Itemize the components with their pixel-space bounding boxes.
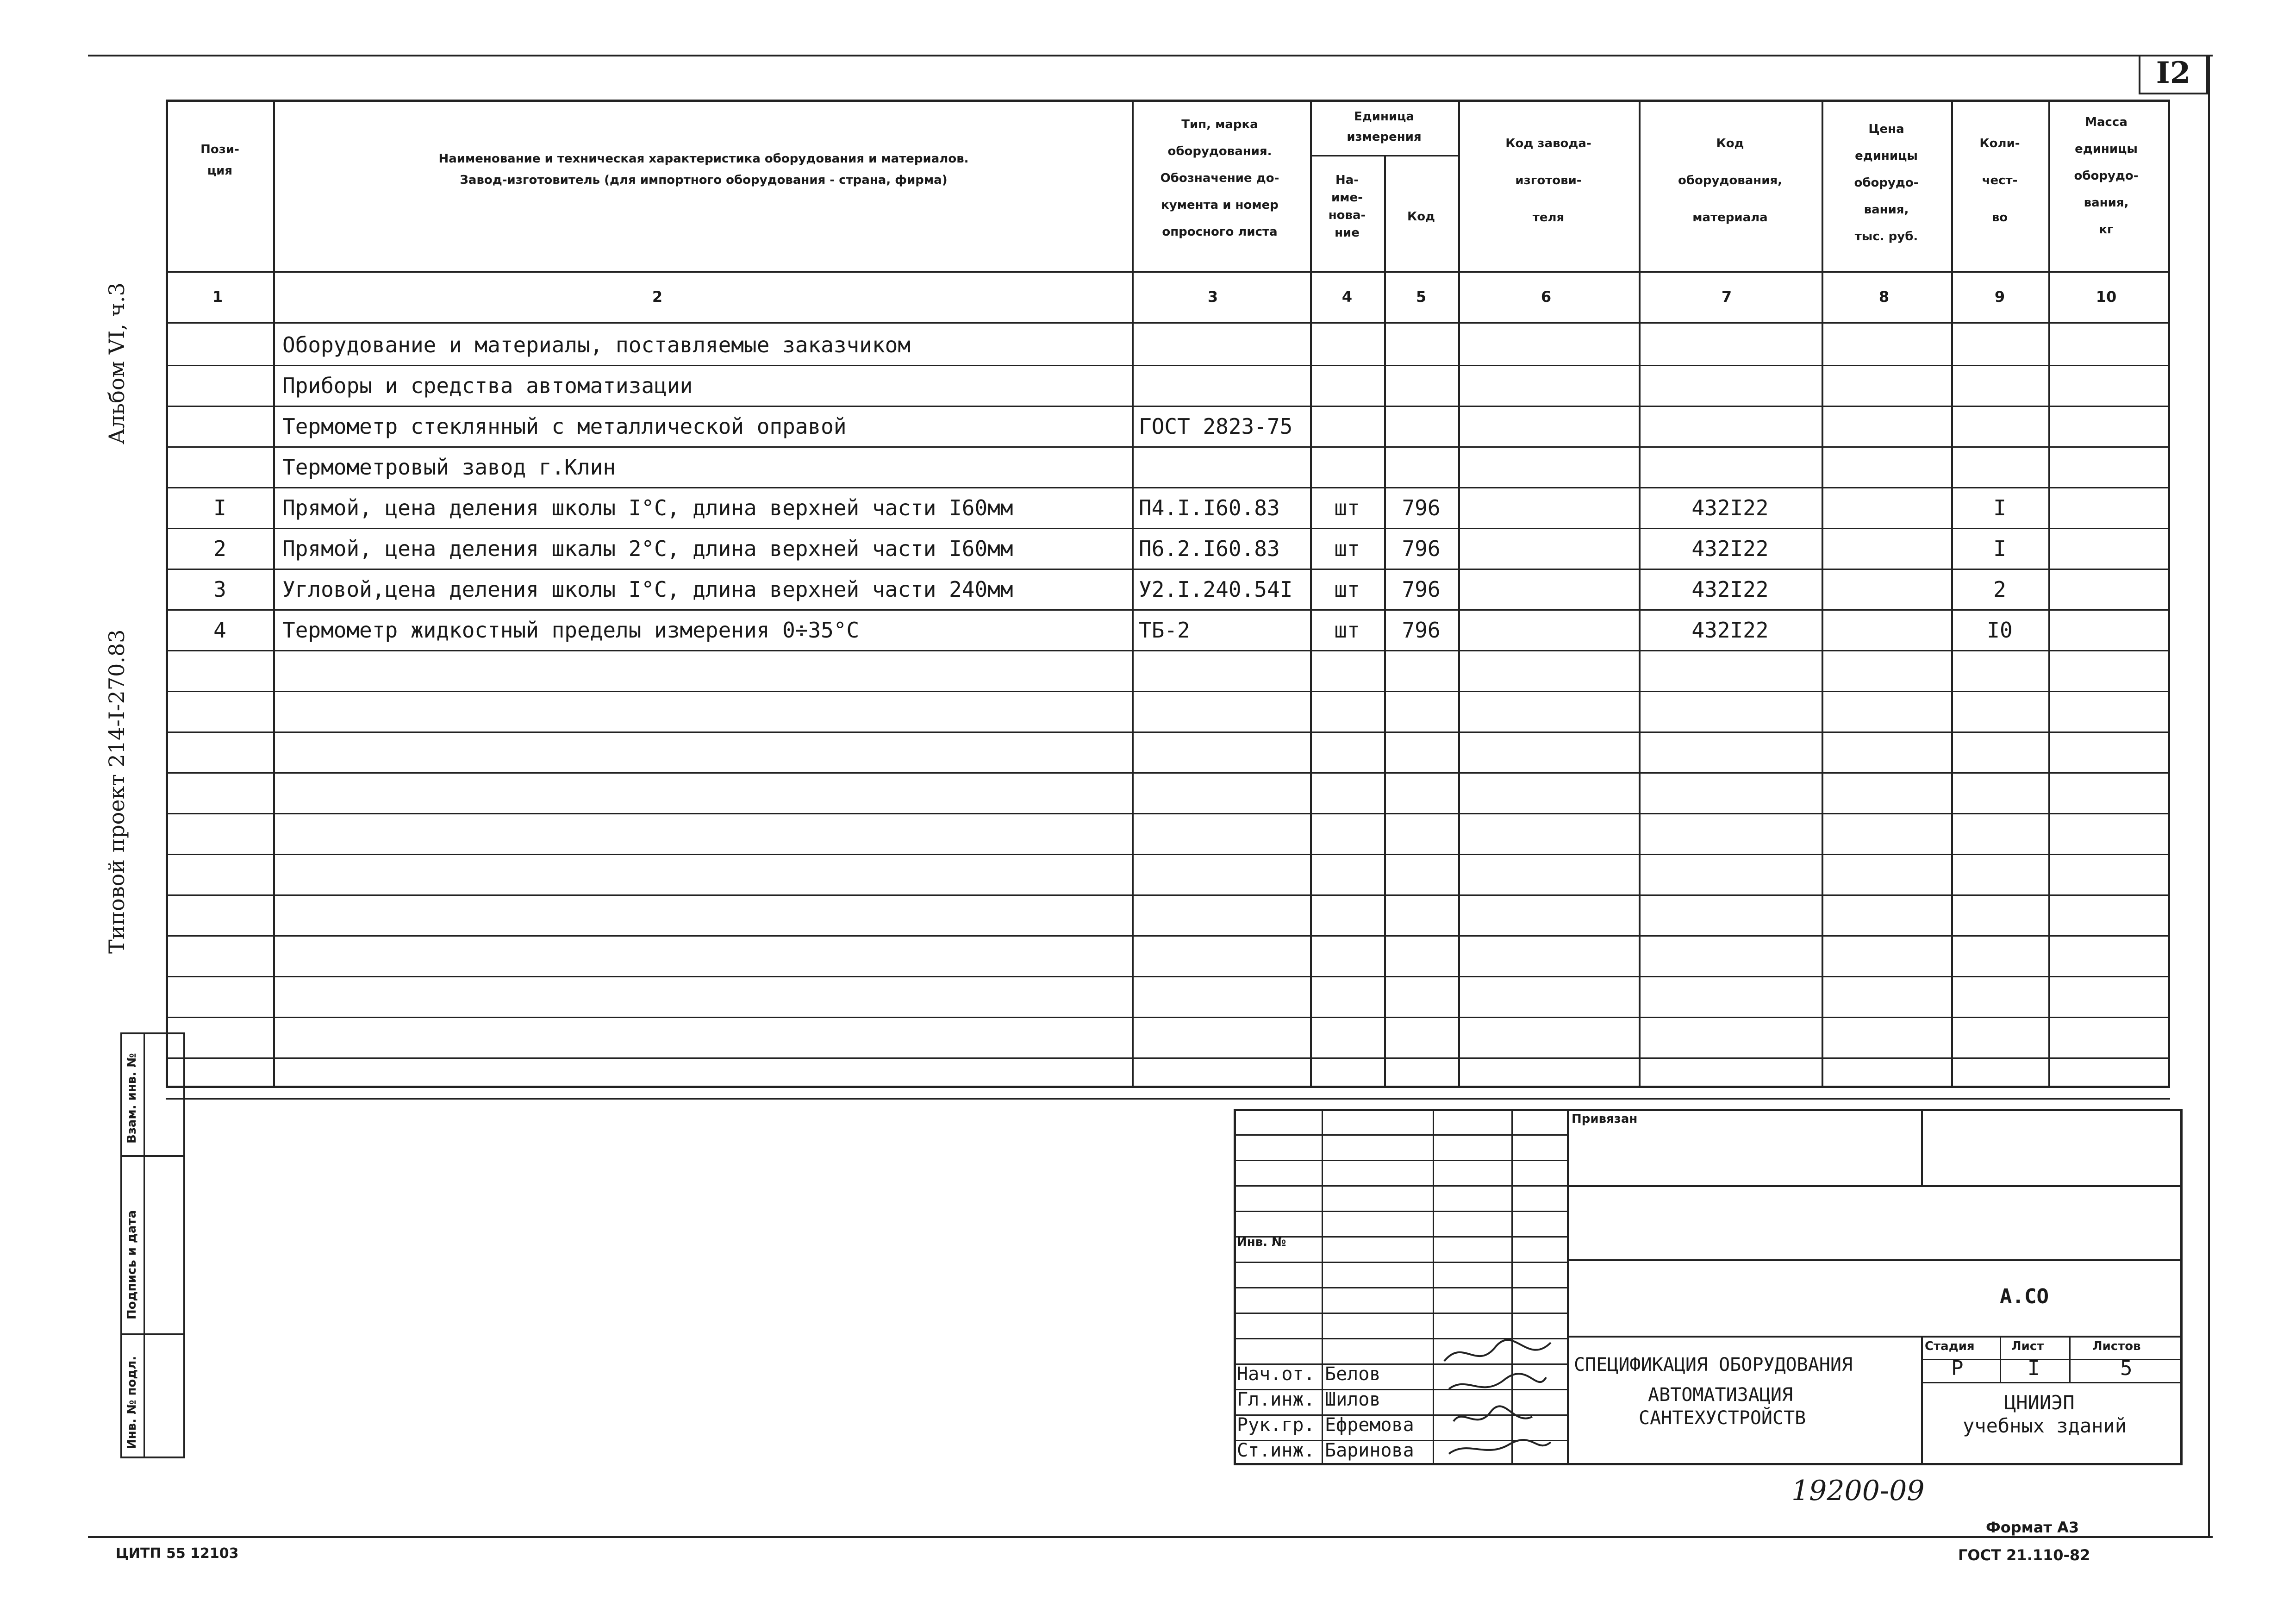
person-name: Шилов	[1325, 1389, 1381, 1410]
title-block-divider	[1567, 1109, 1569, 1465]
table-cell-pos: I	[213, 495, 226, 520]
row-divider	[166, 365, 2170, 366]
bottom-border	[88, 1536, 2213, 1538]
left-stamp-divider	[120, 1333, 185, 1335]
row-divider	[166, 1057, 2170, 1059]
table-cell-type: У2.I.240.54I	[1139, 577, 1293, 602]
title-block-divider	[1921, 1382, 2183, 1383]
sheets-label: Листов	[2092, 1339, 2141, 1353]
col-header-2: Наименование и техническая характеристика оборудования и материалов. Завод-изготовитель (для импортного оборудования - страна, фирма)	[438, 152, 969, 187]
table-cell-item: 432I22	[1691, 495, 1769, 520]
col-number-10: 10	[2096, 288, 2117, 306]
col-header-3: Тип, марка оборудования. Обозначение до- кумента и номер опросного листа	[1160, 118, 1279, 239]
sheets-value: 5	[2120, 1357, 2133, 1380]
row-divider	[166, 813, 2170, 814]
col-number-3: 3	[1207, 288, 1218, 306]
column-divider	[1951, 100, 1953, 1088]
col-number-4: 4	[1341, 288, 1353, 306]
sheet-label: Лист	[2011, 1339, 2044, 1353]
signatures	[1435, 1333, 1565, 1468]
column-divider	[1458, 100, 1460, 1088]
title-block-row-divider	[1234, 1160, 1567, 1161]
table-cell-code: 796	[1402, 536, 1441, 561]
title-block-divider	[2000, 1336, 2001, 1382]
title-block-row-divider	[1234, 1185, 1567, 1187]
title-block-divider	[1567, 1185, 2183, 1187]
person-role: Рук.гр.	[1237, 1414, 1315, 1436]
left-stamp-label-1: Инв. № подл.	[125, 1356, 139, 1449]
table-cell-type: ТБ-2	[1139, 618, 1190, 643]
title-block-row-divider	[1234, 1211, 1567, 1212]
column-divider	[1822, 100, 1823, 1088]
row-divider	[166, 406, 2170, 407]
table-cell-qty: I	[1993, 495, 2006, 520]
table-cell-type: П6.2.I60.83	[1139, 536, 1280, 561]
stage-label: Стадия	[1925, 1339, 1975, 1353]
title-block-divider	[1567, 1336, 2183, 1338]
header-divider	[166, 271, 2170, 273]
table-cell-code: 796	[1402, 618, 1441, 643]
table-cell-qty: 2	[1993, 577, 2006, 602]
table-cell-name: Приборы и средства автоматизации	[282, 373, 693, 398]
left-stamp-label-3: Взам. инв. №	[125, 1053, 139, 1144]
table-cell-unit: шт	[1334, 536, 1360, 561]
row-divider	[166, 609, 2170, 611]
column-divider	[1384, 155, 1386, 1088]
person-name: Белов	[1325, 1363, 1381, 1385]
document-title: СПЕЦИФИКАЦИЯ ОБОРУДОВАНИЯ	[1574, 1354, 1853, 1375]
row-divider	[166, 446, 2170, 448]
project-label: Типовой проект 214-I-270.83	[104, 629, 129, 954]
table-cell-type: ГОСТ 2823-75	[1139, 414, 1293, 439]
sheet-value: I	[2028, 1357, 2040, 1380]
row-divider	[166, 1017, 2170, 1018]
left-stamp-divider	[144, 1032, 145, 1458]
col-header-6: Код завода- изготови- теля	[1505, 137, 1591, 225]
row-divider	[166, 650, 2170, 651]
table-cell-name: Угловой,цена деления школы I°C, длина верхней части 240мм	[282, 577, 1013, 602]
top-border	[88, 55, 2213, 56]
document-subtitle-1: АВТОМАТИЗАЦИЯ	[1648, 1384, 1793, 1406]
table-cell-name: Прямой, цена деления шкалы 2°C, длина верхней части I60мм	[282, 536, 1013, 561]
col-header-10: Масса единицы оборудо- вания, кг	[2074, 115, 2139, 237]
stage-value: Р	[1951, 1357, 1964, 1380]
table-cell-code: 796	[1402, 577, 1441, 602]
person-role: Ст.инж.	[1237, 1440, 1315, 1461]
organization-name: ЦНИИЭП	[2004, 1391, 2075, 1414]
table-cell-name: Прямой, цена деления школы I°C, длина верхней части I60мм	[282, 495, 1013, 520]
table-cell-name: Термометр жидкостный пределы измерения 0÷35°C	[282, 618, 860, 643]
row-divider	[166, 487, 2170, 488]
table-cell-unit: шт	[1334, 577, 1360, 602]
table-cell-qty: I	[1993, 536, 2006, 561]
unit-group-header: Единица измерения	[1347, 110, 1422, 144]
footer-format: Формат А3	[1986, 1519, 2079, 1536]
row-divider	[166, 569, 2170, 570]
title-block-divider	[1921, 1109, 1923, 1185]
handwritten-number: 19200-09	[1791, 1475, 1925, 1507]
col-number-7: 7	[1721, 288, 1732, 306]
row-divider	[166, 528, 2170, 529]
col-number-1: 1	[212, 288, 223, 306]
column-divider	[273, 100, 275, 1088]
row-divider	[166, 854, 2170, 855]
col-header-4: На- име- нова- ние	[1328, 173, 1366, 240]
right-border	[2208, 55, 2210, 1538]
document-code: А.СО	[2000, 1285, 2049, 1308]
column-divider	[1310, 100, 1312, 1088]
table-cell-pos: 4	[213, 618, 226, 643]
title-block-divider	[1921, 1336, 1923, 1465]
title-block-row-divider	[1234, 1134, 1567, 1136]
col-number-9: 9	[1994, 288, 2005, 306]
table-cell-unit: шт	[1334, 618, 1360, 643]
table-cell-type: П4.I.I60.83	[1139, 495, 1280, 520]
row-divider	[166, 976, 2170, 977]
row-divider	[166, 894, 2170, 896]
table-cell-item: 432I22	[1691, 536, 1769, 561]
title-block-row-divider	[1234, 1262, 1567, 1263]
table-cell-qty: I0	[1987, 618, 2013, 643]
column-divider	[1639, 100, 1641, 1088]
organization-subname: учебных зданий	[1963, 1414, 2127, 1437]
table-cell-name: Термометр стеклянный с металлической оправой	[282, 414, 847, 439]
column-divider	[2048, 100, 2050, 1088]
table-cell-name: Термометровый завод г.Клин	[282, 455, 616, 480]
title-block-row-divider	[1234, 1313, 1567, 1314]
col-header-9: Коли- чест- во	[1979, 137, 2020, 225]
col-number-8: 8	[1878, 288, 1890, 306]
left-stamp-label-2: Подпись и дата	[125, 1210, 139, 1319]
col-number-6: 6	[1541, 288, 1552, 306]
inv-no-label: Инв. №	[1237, 1235, 1286, 1249]
col-header-8: Цена единицы оборудо- вания, тыс. руб.	[1854, 122, 1919, 244]
row-divider	[166, 691, 2170, 692]
title-block-row-divider	[1234, 1287, 1567, 1288]
row-divider	[166, 1098, 2170, 1100]
table-cell-name: Оборудование и материалы, поставляемые заказчиком	[282, 332, 911, 357]
footer-standard: ГОСТ 21.110-82	[1958, 1546, 2090, 1564]
column-divider	[1132, 100, 1134, 1088]
title-block-divider	[2069, 1336, 2071, 1382]
document-subtitle-2: САНТЕХУСТРОЙСТВ	[1639, 1407, 1806, 1429]
title-block-divider	[1567, 1259, 2183, 1261]
sheet-number: I2	[2156, 56, 2191, 90]
column-number-divider	[166, 322, 2170, 324]
row-divider	[166, 935, 2170, 937]
person-role: Гл.инж.	[1237, 1389, 1315, 1410]
table-cell-pos: 2	[213, 536, 226, 561]
col-number-2: 2	[652, 288, 663, 306]
table-cell-unit: шт	[1334, 495, 1360, 520]
col-header-5: Код	[1407, 210, 1435, 224]
col-number-5: 5	[1416, 288, 1427, 306]
privyazan-label: Привязан	[1572, 1112, 1638, 1126]
table-cell-item: 432I22	[1691, 618, 1769, 643]
footer-left: ЦИТП 55 12103	[116, 1545, 239, 1562]
person-role: Нач.от.	[1237, 1363, 1315, 1385]
album-label: Альбом VI, ч.3	[104, 282, 129, 444]
person-name: Ефремова	[1325, 1414, 1414, 1436]
table-cell-pos: 3	[213, 577, 226, 602]
col-header-1: Пози- ция	[200, 143, 239, 178]
row-divider	[166, 731, 2170, 733]
table-cell-code: 796	[1402, 495, 1441, 520]
table-cell-item: 432I22	[1691, 577, 1769, 602]
row-divider	[166, 772, 2170, 774]
col-header-7: Код оборудования, материала	[1678, 137, 1783, 225]
person-name: Баринова	[1325, 1440, 1414, 1461]
left-stamp-divider	[120, 1155, 185, 1157]
unit-group-divider	[1310, 155, 1458, 156]
